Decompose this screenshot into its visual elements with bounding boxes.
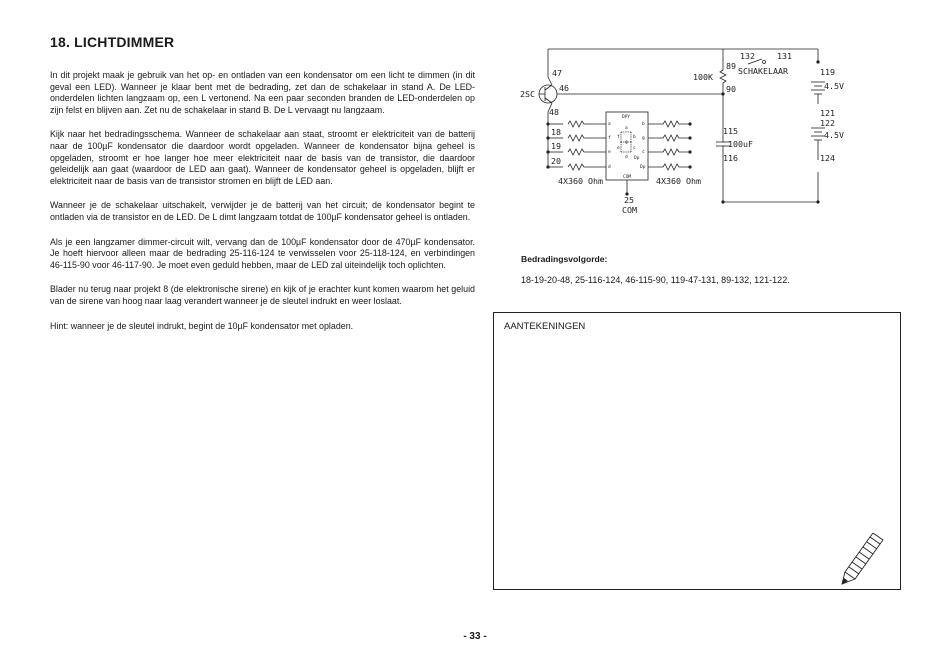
label-resistors-left: 4X360 Ohm	[558, 176, 603, 186]
label-resistor-100k: 100K	[693, 72, 713, 82]
notes-box	[493, 312, 901, 590]
label-pin-18: 18	[551, 127, 561, 137]
label-pin-132: 132	[740, 51, 755, 61]
paragraph-siren: Blader nu terug naar projekt 8 (de elektronische sirene) en kijk of je erachter kunt komen waarom het geluid van de sirene van hoog naar laag verandert wanneer je de sleutel indrukt en weer loslaat.	[50, 284, 475, 306]
display-pin-f-in: f	[608, 136, 611, 141]
label-pin-20: 20	[551, 156, 561, 166]
label-pin-46: 46	[559, 83, 569, 93]
paragraph-schematic: Kijk naar het bedradingsschema. Wanneer de schakelaar aan staat, stroomt er elektriciteit van de batterij naar de 100µF kondensator die daardoor wordt opgeladen. Wanneer de kondensator bijna geheel is opgeladen, stroomt er hoe langer hoe meer elektriciteit naar de basis van de transistor, die daardoor geleidelijk aan gaat (waardoor de LED aan gaat). Wanneer de kondensator geheel is opgeladen, blijft er elektriciteit naar de basis van de transistor stromen en blijft de LED aan.	[50, 129, 475, 186]
label-battery-top: 4.5V	[824, 81, 844, 91]
label-battery-bottom: 4.5V	[824, 130, 844, 140]
label-com: COM	[622, 205, 637, 215]
notes-label: AANTEKENINGEN	[504, 321, 586, 332]
display-seg-c: c	[633, 146, 636, 151]
label-pin-119: 119	[820, 67, 835, 77]
page-number: - 33 -	[463, 631, 487, 642]
display-seg-b: b	[633, 135, 636, 140]
paragraph-intro: In dit projekt maak je gebruik van het op- en ontladen van een kondensator om een licht te dimmen (in dit geval een LED). Wanneer je klaar bent met de bedrading, zet dan de schakelaar in stand A. De LED-onderdelen lichten langzaam op, een L vertonend. Na een paar seconden branden de LED-onderdelen op zijn felst en blijven aan. Zet nu de schakelaar in stand B. De L vervaagt nu langzaam.	[50, 70, 475, 115]
display-pin-e-in: e	[608, 150, 611, 155]
display-pin-a-in: a	[608, 122, 611, 127]
pencil-icon	[834, 533, 884, 588]
paragraph-slower: Als je een langzamer dimmer-circuit wilt, vervang dan de 100µF kondensator door de 470µF kondensator. Je hoeft hiervoor alleen maar de bedrading 25-116-124 te verwisselen voor 25-118-124, en verbindingen 46-115-90 voor 46-117-90. Je moet even geduld hebben, maar de LED zal uiteindelijk toch oplichten.	[50, 236, 475, 270]
paragraph-switch-off: Wanneer je de schakelaar uitschakelt, verwijder je de batterij van het circuit; de kondensator begint te ontladen via de transistor en de LED. De L dimt langzaam totdat de 100µF kondensator geheel is ontladen.	[50, 200, 475, 222]
label-pin-47: 47	[552, 68, 562, 78]
display-seg-f: f	[617, 135, 620, 140]
label-pin-131: 131	[777, 51, 792, 61]
label-transistor: 2SC	[520, 89, 535, 99]
label-capacitor: 100uF	[728, 139, 753, 149]
instructions-text	[50, 70, 475, 345]
display-seg-dp: Dp	[634, 156, 640, 161]
circuit-schematic	[518, 42, 858, 217]
display-seg-a: a	[625, 126, 628, 131]
display-pin-dp-out: Dp	[640, 165, 646, 170]
display-seg-e: e	[617, 146, 620, 151]
label-pin-115: 115	[723, 126, 738, 136]
paragraph-hint: Hint: wanneer je de sleutel indrukt, begint de 10µF kondensator met opladen.	[50, 320, 354, 331]
wiring-sequence: 18-19-20-48, 25-116-124, 46-115-90, 119-47-131, 89-132, 121-122.	[521, 275, 790, 285]
label-pin-89: 89	[726, 61, 736, 71]
project-title: 18. LICHTDIMMER	[50, 34, 175, 50]
label-pin-19: 19	[551, 141, 561, 151]
wiring-heading: Bedradingsvolgorde:	[521, 254, 608, 264]
display-pin-d-in: d	[608, 165, 611, 170]
label-pin-121: 121	[820, 108, 835, 118]
display-pin-b-out: b	[642, 122, 645, 127]
label-switch: SCHAKELAAR	[738, 66, 788, 76]
display-labels	[608, 114, 646, 180]
label-pin-90: 90	[726, 84, 736, 94]
label-pin-48: 48	[549, 107, 559, 117]
label-resistors-right: 4X360 Ohm	[656, 176, 701, 186]
label-pin-116: 116	[723, 153, 738, 163]
display-common: COM	[623, 175, 632, 180]
display-pin-c-out: c	[642, 150, 645, 155]
display-dpy: DPY	[622, 115, 631, 120]
display-pin-g-out: g	[642, 136, 645, 141]
label-pin-122: 122	[820, 118, 835, 128]
display-seg-d: d	[625, 155, 628, 160]
display-seg-g: g	[625, 140, 628, 145]
label-pin-124: 124	[820, 153, 835, 163]
label-pin-25: 25	[624, 195, 634, 205]
